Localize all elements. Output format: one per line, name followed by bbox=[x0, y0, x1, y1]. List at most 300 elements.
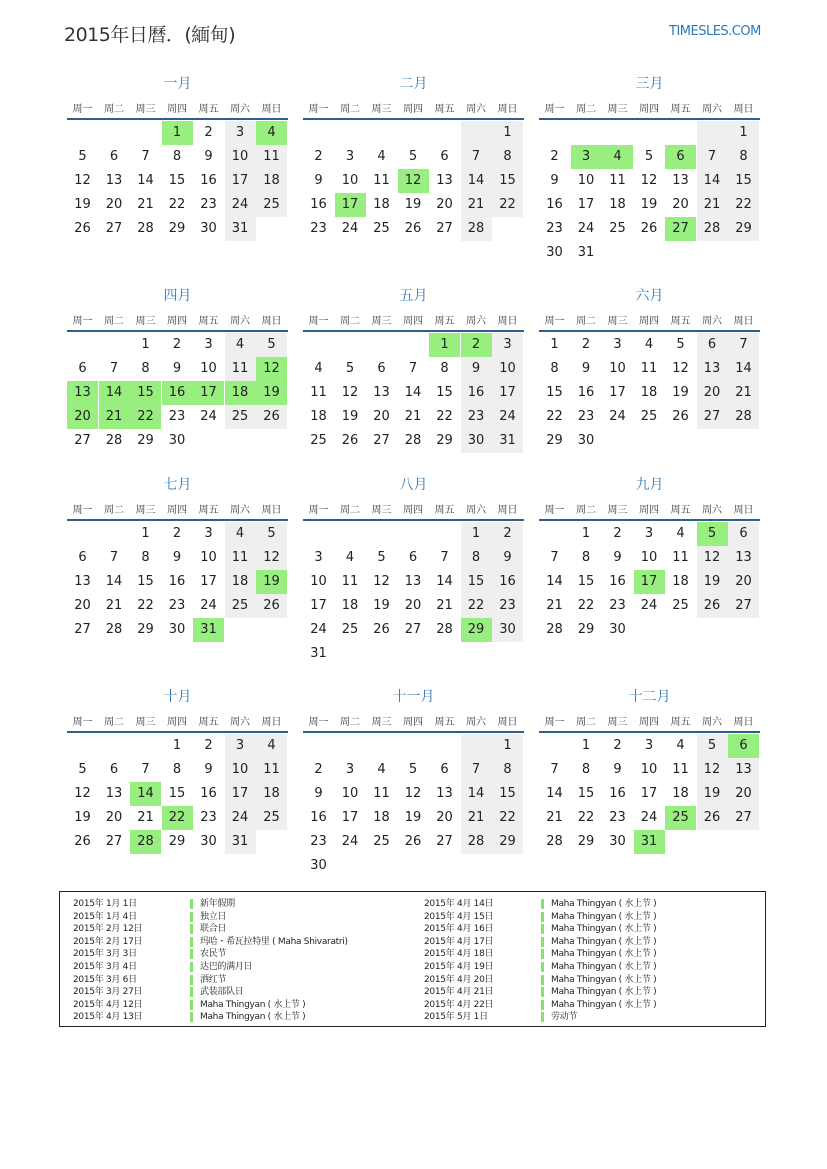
holiday-name: 达巴的满月日 bbox=[200, 961, 253, 972]
day-cell: 7 bbox=[141, 762, 150, 777]
month-divider bbox=[67, 731, 288, 733]
weekday-label: 周六 bbox=[466, 316, 486, 327]
day-cell: 9 bbox=[581, 361, 591, 376]
month-name: 五月 bbox=[399, 288, 428, 304]
holiday-day-cell: 6 bbox=[728, 734, 759, 758]
holiday-day-cell: 17 bbox=[193, 381, 224, 405]
holiday-name: Maha Thingyan ( 水上节 ) bbox=[551, 949, 657, 960]
weekday-label: 周六 bbox=[702, 505, 722, 516]
day-cell: 27 bbox=[105, 834, 123, 849]
day-cell: 24 bbox=[341, 834, 359, 849]
day-cell: 21 bbox=[728, 381, 759, 405]
month-divider bbox=[303, 118, 524, 120]
weekday-label: 周六 bbox=[466, 104, 486, 115]
day-cell: 4 bbox=[676, 526, 685, 541]
weekday-label: 周三 bbox=[607, 104, 628, 115]
day-cell: 4 bbox=[256, 734, 287, 758]
day-cell: 29 bbox=[137, 433, 154, 448]
holiday-name: 新年假期 bbox=[200, 899, 235, 909]
day-cell: 13 bbox=[728, 546, 759, 570]
day-cell: 1 bbox=[581, 526, 591, 541]
day-cell: 5 bbox=[377, 550, 386, 565]
day-cell: 30 bbox=[609, 834, 626, 849]
day-cell: 27 bbox=[105, 221, 123, 236]
weekday-label: 周一 bbox=[308, 505, 329, 516]
day-cell: 28 bbox=[105, 622, 123, 637]
day-cell: 8 bbox=[728, 145, 759, 169]
day-cell: 27 bbox=[728, 594, 759, 618]
day-cell: 3 bbox=[204, 526, 213, 541]
weekday-label: 周二 bbox=[576, 505, 596, 516]
day-cell: 7 bbox=[550, 550, 559, 565]
weekday-label: 周二 bbox=[340, 104, 360, 115]
weekday-label: 周一 bbox=[72, 717, 93, 728]
day-cell: 6 bbox=[728, 522, 759, 546]
day-cell: 27 bbox=[697, 405, 728, 429]
day-cell: 25 bbox=[225, 405, 256, 429]
holiday-day-cell: 13 bbox=[67, 381, 98, 405]
day-cell: 23 bbox=[461, 405, 492, 429]
day-cell: 1 bbox=[728, 121, 759, 145]
day-cell: 3 bbox=[492, 333, 523, 357]
holiday-day-cell: 4 bbox=[256, 121, 287, 145]
day-cell: 7 bbox=[408, 361, 418, 376]
weekday-label: 周一 bbox=[544, 316, 565, 327]
day-cell: 10 bbox=[200, 361, 217, 376]
day-cell: 24 bbox=[200, 598, 217, 613]
day-cell: 24 bbox=[225, 806, 256, 830]
day-cell: 19 bbox=[640, 197, 658, 212]
day-cell: 8 bbox=[550, 361, 559, 376]
day-cell: 27 bbox=[436, 834, 453, 849]
day-cell: 21 bbox=[436, 598, 453, 613]
day-cell: 21 bbox=[137, 810, 154, 825]
day-cell: 24 bbox=[200, 409, 217, 424]
weekday-label: 周三 bbox=[371, 316, 392, 327]
month-divider bbox=[303, 330, 524, 332]
day-cell: 1 bbox=[492, 121, 523, 145]
weekday-label: 周四 bbox=[639, 505, 659, 516]
weekday-label: 周一 bbox=[544, 104, 565, 115]
day-cell: 2 bbox=[492, 522, 523, 546]
holiday-day-cell: 12 bbox=[256, 357, 287, 381]
holiday-name: Maha Thingyan ( 水上节 ) bbox=[551, 961, 657, 972]
day-cell: 10 bbox=[577, 173, 595, 188]
weekday-label: 周三 bbox=[607, 316, 628, 327]
weekday-label: 周六 bbox=[230, 717, 250, 728]
day-cell: 14 bbox=[137, 173, 154, 188]
weekday-label: 周六 bbox=[466, 505, 486, 516]
day-cell: 19 bbox=[404, 810, 422, 825]
day-cell: 10 bbox=[492, 357, 523, 381]
day-cell: 22 bbox=[492, 806, 523, 830]
day-cell: 13 bbox=[672, 173, 689, 188]
holiday-date: 2015年 1月 4日 bbox=[73, 911, 137, 922]
day-cell: 5 bbox=[345, 361, 355, 376]
day-cell: 1 bbox=[492, 734, 523, 758]
holiday-marker bbox=[190, 899, 193, 909]
day-cell: 2 bbox=[550, 149, 559, 164]
weekday-label: 周五 bbox=[198, 505, 219, 516]
weekday-label: 周二 bbox=[576, 316, 596, 327]
day-cell: 2 bbox=[172, 337, 182, 352]
holiday-name: 武装部队日 bbox=[200, 987, 244, 998]
day-cell: 9 bbox=[550, 173, 559, 188]
weekday-label: 周六 bbox=[702, 316, 722, 327]
weekday-label: 周一 bbox=[308, 316, 329, 327]
day-cell: 14 bbox=[105, 574, 123, 589]
day-cell: 5 bbox=[78, 149, 87, 164]
day-cell: 17 bbox=[492, 381, 523, 405]
month-divider bbox=[67, 519, 288, 521]
holiday-day-cell: 6 bbox=[665, 145, 696, 169]
weekday-label: 周二 bbox=[576, 717, 596, 728]
day-cell: 10 bbox=[640, 550, 658, 565]
day-cell: 30 bbox=[461, 429, 492, 453]
day-cell: 20 bbox=[672, 197, 689, 212]
month-name: 九月 bbox=[635, 477, 664, 493]
day-cell: 30 bbox=[310, 858, 327, 873]
day-cell: 6 bbox=[109, 762, 119, 777]
day-cell: 18 bbox=[225, 570, 256, 594]
holiday-day-cell: 15 bbox=[130, 381, 161, 405]
holiday-day-cell: 22 bbox=[130, 405, 161, 429]
day-cell: 28 bbox=[105, 433, 123, 448]
day-cell: 3 bbox=[644, 738, 654, 753]
day-cell: 26 bbox=[697, 594, 728, 618]
day-cell: 3 bbox=[345, 762, 355, 777]
site-link[interactable]: TIMESLES.COM bbox=[669, 24, 761, 39]
day-cell: 22 bbox=[492, 193, 523, 217]
day-cell: 3 bbox=[225, 121, 256, 145]
day-cell: 18 bbox=[373, 810, 390, 825]
holiday-day-cell: 4 bbox=[602, 145, 633, 169]
weekday-label: 周三 bbox=[371, 717, 392, 728]
month-name: 二月 bbox=[399, 76, 428, 92]
holiday-day-cell: 21 bbox=[99, 405, 130, 429]
day-cell: 26 bbox=[74, 221, 91, 236]
weekday-label: 周二 bbox=[104, 316, 124, 327]
day-cell: 16 bbox=[492, 570, 523, 594]
day-cell: 6 bbox=[377, 361, 386, 376]
day-cell: 29 bbox=[436, 433, 453, 448]
day-cell: 12 bbox=[74, 786, 91, 801]
day-cell: 5 bbox=[676, 337, 685, 352]
day-cell: 13 bbox=[436, 786, 453, 801]
day-cell: 6 bbox=[78, 361, 87, 376]
weekday-label: 周二 bbox=[104, 505, 124, 516]
month-name: 十月 bbox=[163, 689, 192, 705]
holiday-day-cell: 14 bbox=[99, 381, 130, 405]
holiday-day-cell: 29 bbox=[461, 618, 492, 642]
holiday-day-cell: 19 bbox=[256, 381, 287, 405]
empty-weekend-cell bbox=[697, 121, 728, 145]
day-cell: 11 bbox=[640, 361, 658, 376]
day-cell: 13 bbox=[105, 173, 123, 188]
day-cell: 19 bbox=[74, 197, 91, 212]
day-cell: 22 bbox=[436, 409, 453, 424]
day-cell: 4 bbox=[676, 738, 685, 753]
day-cell: 24 bbox=[341, 221, 359, 236]
month-divider bbox=[539, 519, 760, 521]
holiday-date: 2015年 4月 20日 bbox=[424, 974, 494, 985]
day-cell: 27 bbox=[436, 221, 453, 236]
weekday-label: 周三 bbox=[135, 104, 156, 115]
weekday-label: 周四 bbox=[403, 104, 423, 115]
day-cell: 17 bbox=[200, 574, 217, 589]
day-cell: 24 bbox=[577, 221, 595, 236]
day-cell: 23 bbox=[609, 598, 626, 613]
holiday-date: 2015年 5月 1日 bbox=[424, 1012, 488, 1023]
holiday-day-cell: 12 bbox=[398, 169, 429, 193]
day-cell: 5 bbox=[408, 149, 418, 164]
day-cell: 21 bbox=[461, 193, 492, 217]
day-cell: 12 bbox=[404, 786, 422, 801]
day-cell: 9 bbox=[492, 546, 523, 570]
holiday-marker bbox=[541, 975, 544, 985]
day-cell: 8 bbox=[581, 762, 591, 777]
day-cell: 30 bbox=[577, 433, 595, 448]
holiday-marker bbox=[541, 987, 544, 997]
day-cell: 17 bbox=[609, 385, 626, 400]
month-divider bbox=[303, 731, 524, 733]
weekday-label: 周一 bbox=[308, 717, 329, 728]
holiday-date: 2015年 1月 1日 bbox=[73, 899, 137, 909]
weekday-label: 周日 bbox=[497, 316, 518, 327]
weekday-label: 周四 bbox=[403, 316, 423, 327]
day-cell: 18 bbox=[672, 574, 689, 589]
weekday-label: 周一 bbox=[72, 104, 93, 115]
day-cell: 10 bbox=[341, 786, 359, 801]
day-cell: 22 bbox=[577, 810, 595, 825]
day-cell: 1 bbox=[141, 526, 150, 541]
day-cell: 3 bbox=[644, 526, 654, 541]
day-cell: 18 bbox=[256, 782, 287, 806]
weekday-label: 周三 bbox=[371, 104, 392, 115]
day-cell: 23 bbox=[577, 409, 595, 424]
holiday-date: 2015年 4月 14日 bbox=[424, 899, 494, 909]
day-cell: 23 bbox=[168, 409, 186, 424]
day-cell: 19 bbox=[697, 782, 728, 806]
day-cell: 3 bbox=[613, 337, 622, 352]
weekday-label: 周二 bbox=[104, 717, 124, 728]
day-cell: 9 bbox=[172, 361, 182, 376]
day-cell: 11 bbox=[609, 173, 626, 188]
month-name: 四月 bbox=[163, 288, 192, 304]
holiday-day-cell: 1 bbox=[429, 333, 460, 357]
day-cell: 15 bbox=[577, 786, 595, 801]
day-cell: 3 bbox=[345, 149, 355, 164]
holiday-name: Maha Thingyan ( 水上节 ) bbox=[551, 974, 657, 985]
day-cell: 28 bbox=[137, 221, 154, 236]
weekday-label: 周四 bbox=[403, 717, 423, 728]
day-cell: 25 bbox=[373, 221, 390, 236]
day-cell: 15 bbox=[492, 782, 523, 806]
day-cell: 19 bbox=[697, 570, 728, 594]
day-cell: 7 bbox=[141, 149, 150, 164]
holiday-marker bbox=[541, 962, 544, 972]
day-cell: 11 bbox=[225, 357, 256, 381]
day-cell: 27 bbox=[404, 622, 422, 637]
day-cell: 8 bbox=[172, 149, 182, 164]
day-cell: 26 bbox=[256, 594, 287, 618]
day-cell: 30 bbox=[200, 221, 217, 236]
day-cell: 29 bbox=[546, 433, 563, 448]
weekday-label: 周五 bbox=[670, 505, 691, 516]
day-cell: 6 bbox=[440, 149, 449, 164]
weekday-label: 周二 bbox=[340, 316, 360, 327]
day-cell: 26 bbox=[74, 834, 91, 849]
weekday-label: 周二 bbox=[340, 717, 360, 728]
holiday-day-cell: 20 bbox=[67, 405, 98, 429]
day-cell: 22 bbox=[168, 197, 186, 212]
day-cell: 7 bbox=[550, 762, 559, 777]
day-cell: 5 bbox=[697, 734, 728, 758]
day-cell: 16 bbox=[461, 381, 492, 405]
holiday-day-cell: 25 bbox=[665, 806, 696, 830]
day-cell: 19 bbox=[373, 598, 390, 613]
day-cell: 10 bbox=[200, 550, 217, 565]
holiday-date: 2015年 2月 12日 bbox=[73, 924, 143, 935]
day-cell: 3 bbox=[225, 734, 256, 758]
month-name: 七月 bbox=[163, 477, 192, 493]
day-cell: 22 bbox=[728, 193, 759, 217]
day-cell: 14 bbox=[461, 782, 492, 806]
day-cell: 11 bbox=[310, 385, 327, 400]
day-cell: 22 bbox=[461, 594, 492, 618]
weekday-label: 周一 bbox=[72, 505, 93, 516]
day-cell: 6 bbox=[78, 550, 87, 565]
day-cell: 14 bbox=[546, 786, 563, 801]
day-cell: 18 bbox=[609, 197, 626, 212]
day-cell: 5 bbox=[408, 762, 418, 777]
day-cell: 5 bbox=[256, 333, 287, 357]
weekday-label: 周六 bbox=[230, 104, 250, 115]
day-cell: 16 bbox=[200, 786, 217, 801]
weekday-label: 周日 bbox=[733, 717, 754, 728]
day-cell: 24 bbox=[310, 622, 327, 637]
weekday-label: 周四 bbox=[167, 717, 187, 728]
day-cell: 20 bbox=[74, 598, 91, 613]
day-cell: 2 bbox=[581, 337, 591, 352]
day-cell: 16 bbox=[200, 173, 217, 188]
day-cell: 25 bbox=[672, 598, 689, 613]
weekday-label: 周二 bbox=[576, 104, 596, 115]
day-cell: 10 bbox=[310, 574, 327, 589]
holiday-date: 2015年 4月 19日 bbox=[424, 961, 494, 972]
holiday-date: 2015年 4月 17日 bbox=[424, 936, 494, 947]
month-name: 十一月 bbox=[392, 689, 435, 705]
day-cell: 14 bbox=[728, 357, 759, 381]
day-cell: 17 bbox=[341, 810, 359, 825]
day-cell: 4 bbox=[225, 522, 256, 546]
day-cell: 21 bbox=[697, 193, 728, 217]
weekday-label: 周四 bbox=[403, 505, 423, 516]
day-cell: 23 bbox=[168, 598, 186, 613]
day-cell: 18 bbox=[672, 786, 689, 801]
month-name: 三月 bbox=[635, 76, 664, 92]
day-cell: 4 bbox=[225, 333, 256, 357]
day-cell: 9 bbox=[172, 550, 182, 565]
day-cell: 18 bbox=[256, 169, 287, 193]
holiday-name: 农民节 bbox=[200, 949, 227, 960]
day-cell: 14 bbox=[461, 169, 492, 193]
day-cell: 13 bbox=[436, 173, 453, 188]
day-cell: 29 bbox=[577, 834, 595, 849]
day-cell: 19 bbox=[672, 385, 689, 400]
day-cell: 8 bbox=[141, 361, 150, 376]
month-divider bbox=[67, 330, 288, 332]
weekday-label: 周六 bbox=[230, 316, 250, 327]
day-cell: 5 bbox=[256, 522, 287, 546]
day-cell: 31 bbox=[492, 429, 523, 453]
empty-weekend-cell bbox=[461, 734, 492, 758]
day-cell: 29 bbox=[577, 622, 595, 637]
day-cell: 24 bbox=[609, 409, 626, 424]
holiday-day-cell: 22 bbox=[162, 806, 193, 830]
holiday-day-cell: 16 bbox=[162, 381, 193, 405]
weekday-label: 周日 bbox=[261, 104, 282, 115]
day-cell: 8 bbox=[172, 762, 182, 777]
day-cell: 14 bbox=[697, 169, 728, 193]
day-cell: 24 bbox=[492, 405, 523, 429]
weekday-label: 周五 bbox=[434, 505, 455, 516]
month-divider bbox=[539, 731, 760, 733]
weekday-label: 周五 bbox=[434, 316, 455, 327]
weekday-label: 周三 bbox=[135, 717, 156, 728]
day-cell: 16 bbox=[609, 574, 626, 589]
holiday-marker bbox=[541, 899, 544, 909]
weekday-label: 周日 bbox=[497, 505, 518, 516]
day-cell: 13 bbox=[728, 758, 759, 782]
day-cell: 20 bbox=[697, 381, 728, 405]
weekday-label: 周一 bbox=[72, 316, 93, 327]
day-cell: 19 bbox=[341, 409, 359, 424]
day-cell: 26 bbox=[404, 834, 422, 849]
holiday-name: 洒红节 bbox=[200, 974, 227, 985]
day-cell: 10 bbox=[225, 758, 256, 782]
weekday-label: 周三 bbox=[135, 316, 156, 327]
day-cell: 16 bbox=[310, 810, 327, 825]
day-cell: 17 bbox=[225, 782, 256, 806]
day-cell: 13 bbox=[74, 574, 91, 589]
day-cell: 6 bbox=[697, 333, 728, 357]
day-cell: 15 bbox=[137, 574, 154, 589]
day-cell: 18 bbox=[373, 197, 390, 212]
month-name: 八月 bbox=[399, 477, 428, 493]
day-cell: 28 bbox=[546, 834, 563, 849]
month-name: 六月 bbox=[635, 288, 664, 304]
day-cell: 28 bbox=[546, 622, 563, 637]
day-cell: 13 bbox=[373, 385, 390, 400]
holiday-name: Maha Thingyan ( 水上节 ) bbox=[551, 999, 657, 1010]
weekday-label: 周一 bbox=[308, 104, 329, 115]
day-cell: 26 bbox=[256, 405, 287, 429]
day-cell: 4 bbox=[644, 337, 654, 352]
day-cell: 12 bbox=[373, 574, 390, 589]
day-cell: 15 bbox=[436, 385, 453, 400]
day-cell: 9 bbox=[204, 149, 213, 164]
weekday-label: 周五 bbox=[198, 104, 219, 115]
day-cell: 4 bbox=[345, 550, 355, 565]
holiday-marker bbox=[541, 912, 544, 922]
holiday-day-cell: 3 bbox=[571, 145, 602, 169]
day-cell: 11 bbox=[256, 758, 287, 782]
day-cell: 28 bbox=[404, 433, 422, 448]
day-cell: 15 bbox=[492, 169, 523, 193]
day-cell: 29 bbox=[168, 221, 186, 236]
day-cell: 11 bbox=[672, 550, 689, 565]
